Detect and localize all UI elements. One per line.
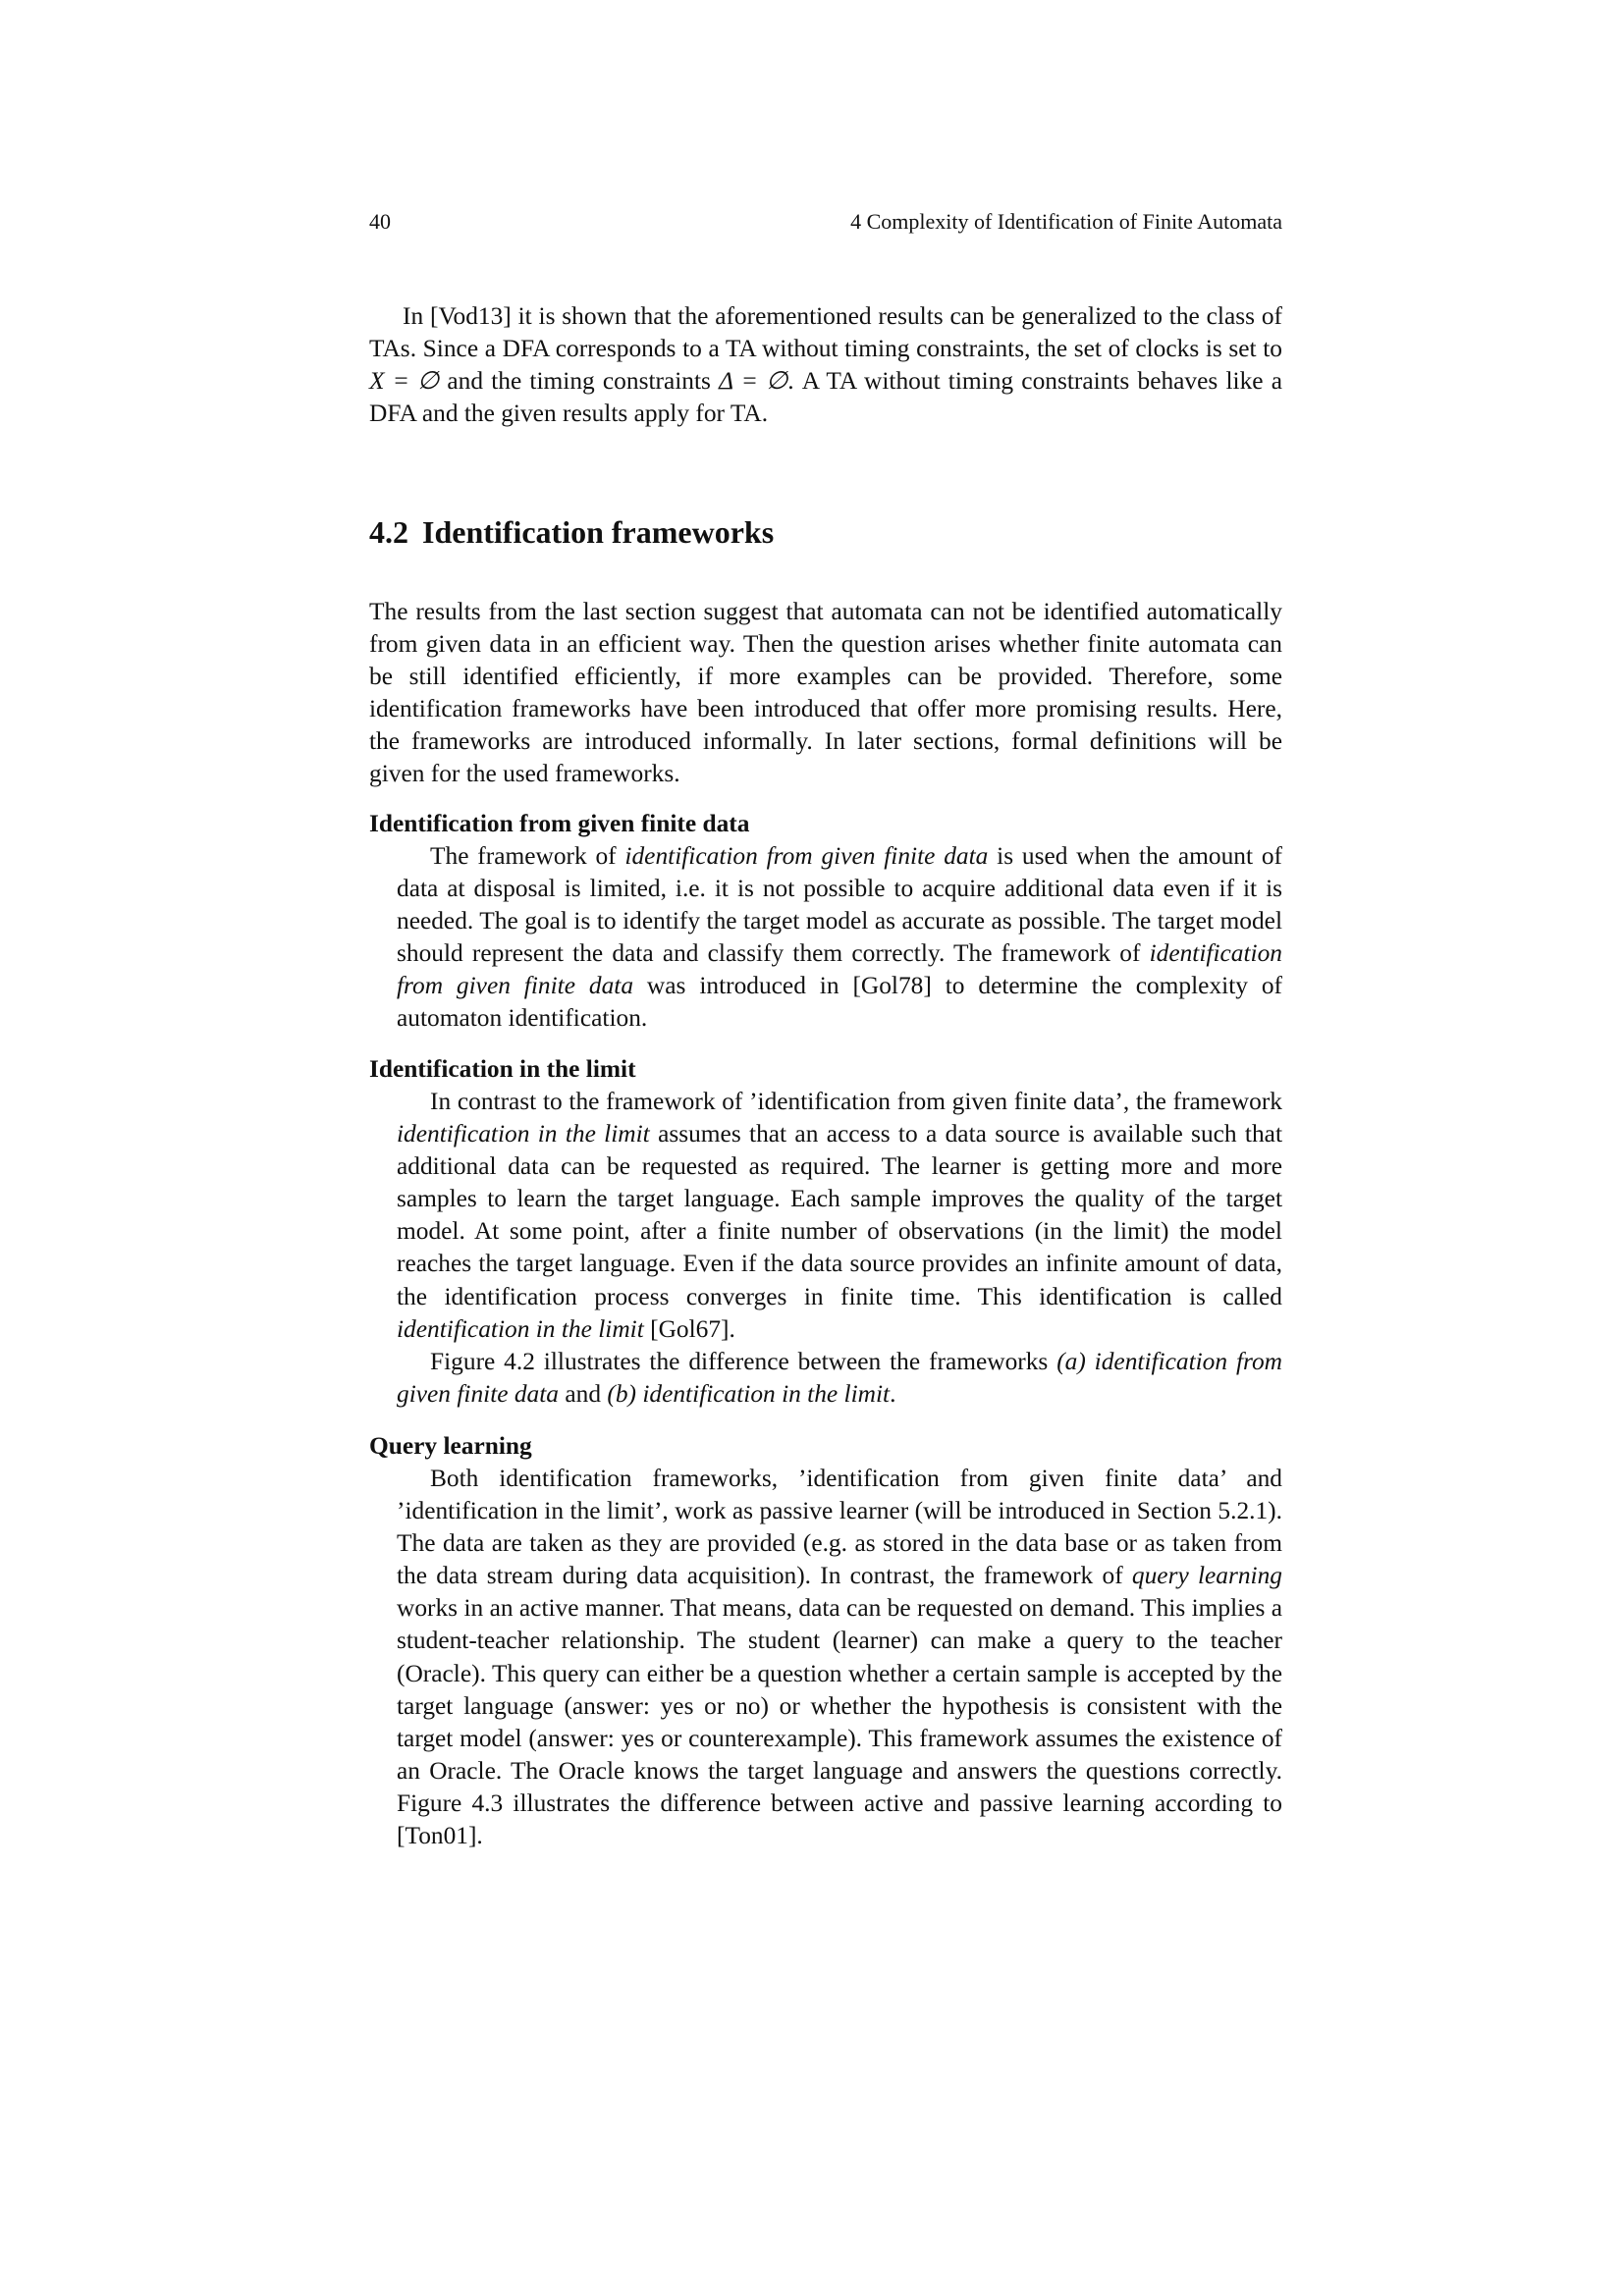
section-heading <box>369 512 1282 552</box>
text-run: works in an active manner. That means, data can be requested on demand. This implies a student-teacher relationship. The student (learner) can make a query to the teacher (Oracle). This query can either be a question whether a certain sample is accepted by the target language (answer: yes or no) or whether the hypothesis is consistent with the target model (answer: yes or counterexample). This framework assumes the existence of an Oracle. The Oracle knows the target language and answers the questions correctly. Figure 4.3 illustrates the difference between active and passive learning according to [Ton01]. <box>397 1594 1282 1850</box>
definition-paragraph <box>397 1086 1282 1346</box>
math-clocks-empty: X = ∅ <box>369 367 440 396</box>
definition-title: Identification from given finite data <box>369 810 750 837</box>
math-constraints-empty: Δ = ∅ <box>719 367 788 396</box>
intro-paragraph: The results from the last section suggest that automata can not be identified automatically from given data in an efficient way. Then the question arises whether finite automata can be still identified efficiently, if more examples can be provided. Therefore, some identification frameworks have been introduced that offer more promising results. Here, the frameworks are introduced informally. In later sections, formal definitions will be given for the used frameworks. <box>369 598 1282 788</box>
opening-text-3: . A TA without timing constraints behaves like a DFA and the given results apply for TA. <box>369 367 1283 428</box>
definition-paragraph <box>397 1463 1282 1852</box>
definition-paragraph <box>397 840 1282 1036</box>
text-run: Figure 4.2 illustrates the difference between the frameworks <box>430 1347 1057 1375</box>
text-run: . <box>890 1379 896 1408</box>
text-run: and <box>559 1379 608 1408</box>
page-number: 40 <box>369 209 391 234</box>
opening-text-2: and the timing constraints <box>439 367 720 396</box>
section-title: Identification frameworks <box>422 514 775 550</box>
text-run: Both identification frameworks, ’identification from given finite data’ and ’identification in the limit’, work as passive learner (will be introduced in Section 5.2.1). The data are taken as they are provided (e.g. as stored in the data base or as taken from the data stream during data acquisition). In contrast, the framework of <box>397 1465 1282 1590</box>
opening-paragraph-block <box>369 300 1282 430</box>
definition-paragraph <box>397 1346 1282 1411</box>
text-run: is used when the amount of data at disposal is limited, i.e. it is not possible to acquire additional data even if it is needed. The goal is to identify the target model as accurate as possible. The target model should represent the data and classify them correctly. The framework of <box>397 842 1282 968</box>
definition-in-the-limit <box>369 1053 1282 1411</box>
emphasis: (b) identification in the limit <box>607 1379 891 1408</box>
emphasis: query learning <box>1131 1562 1283 1590</box>
definition-body <box>397 1086 1282 1411</box>
text-run: The framework of <box>430 842 625 870</box>
emphasis: identification from given finite data <box>624 842 989 870</box>
emphasis: (a) identification from given finite data <box>397 1347 1282 1408</box>
opening-text-1: In [Vod13] it is shown that the aforementioned results can be generalized to the class of TAs. Since a DFA corresponds to a TA without timing constraints, the set of clocks is set to <box>369 302 1282 363</box>
emphasis: identification in the limit <box>397 1120 650 1148</box>
definition-title: Identification in the limit <box>369 1055 636 1083</box>
emphasis: identification from given finite data <box>397 939 1282 1000</box>
text-run: In contrast to the framework of ’identification from given finite data’, the framework <box>430 1088 1282 1115</box>
definition-query-learning <box>369 1430 1282 1852</box>
definition-title: Query learning <box>369 1432 532 1460</box>
text-run: assumes that an access to a data source is available such that additional data can be requested as required. The learner is getting more and more samples to learn the target language. Each sample improves the quality of the target model. At some point, after a finite number of observations (in the limit) the model reaches the target language. Even if the data source provides an infinite amount of data, the identification process converges in finite time. This identification is called <box>397 1120 1283 1310</box>
intro-block <box>369 596 1282 791</box>
text-run: [Gol67]. <box>643 1314 735 1343</box>
section-number: 4.2 <box>369 514 408 550</box>
text-run: was introduced in [Gol78] to determine the complexity of automaton identification. <box>397 972 1282 1033</box>
emphasis: identification in the limit <box>397 1314 644 1343</box>
definition-body <box>397 840 1282 1036</box>
running-title: 4 Complexity of Identification of Finite Automata <box>850 209 1282 234</box>
opening-paragraph <box>369 300 1282 430</box>
definition-finite-data <box>369 808 1282 1036</box>
definition-body <box>397 1463 1282 1852</box>
